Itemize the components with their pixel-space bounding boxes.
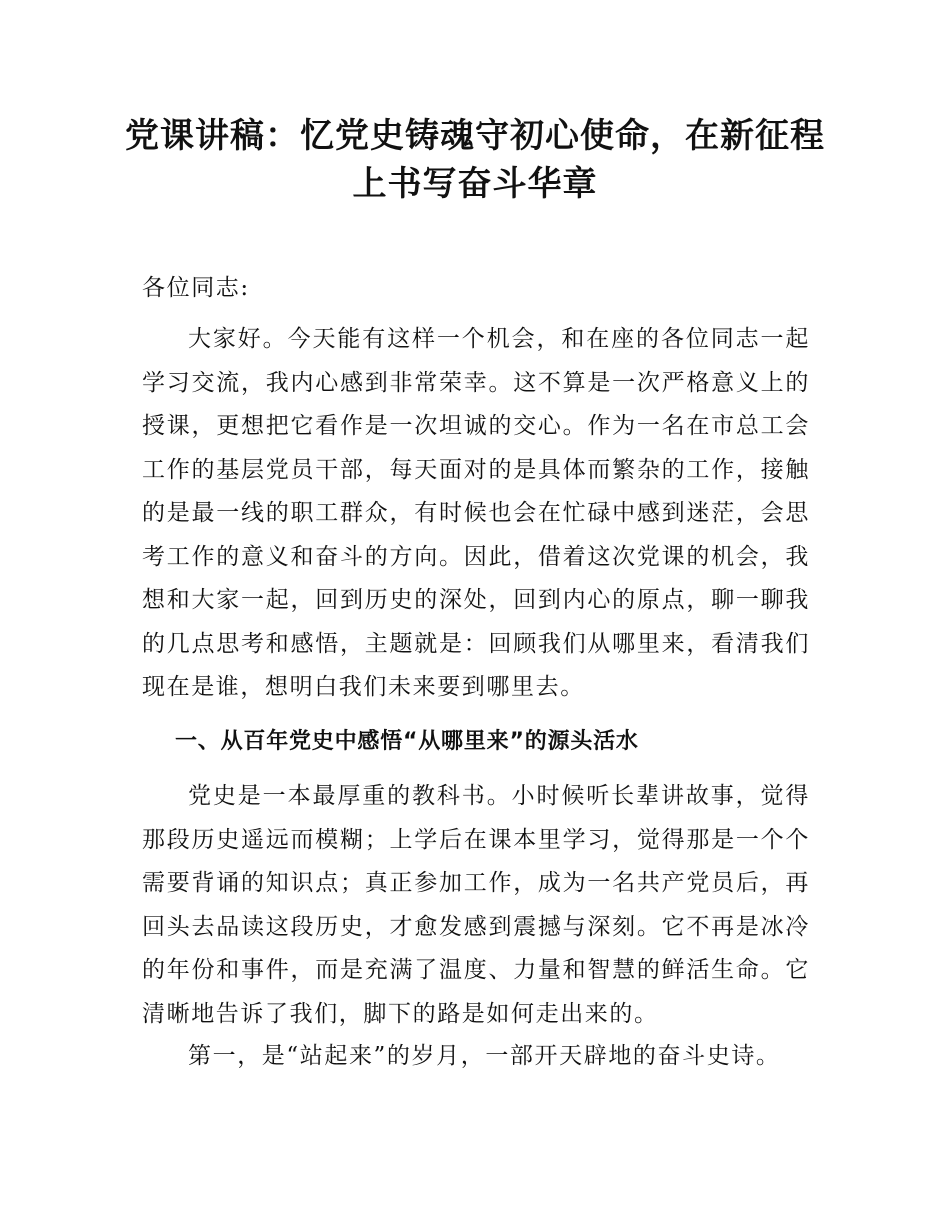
- document-title: 党课讲稿：忆党史铸魂守初心使命，在新征程上书写奋斗华章: [125, 116, 825, 204]
- paragraph-intro: 大家好。今天能有这样一个机会，和在座的各位同志一起学习交流，我内心感到非常荣幸。这不算是一次严格意义上的授课，更想把它看作是一次坦诚的交心。作为一名在市总工会工作的基层党员干部，每天面对的是具体而繁杂的工作，接触的是最一线的职工群众，有时候也会在忙碌中感到迷茫，会思考工作的意义和奋斗的方向。因此，借着这次党课的机会，我想和大家一起，回到历史的深处，回到内心的原点，聊一聊我的几点思考和感悟，主题就是：回顾我们从哪里来，看清我们现在是谁，想明白我们未来要到哪里去。: [142, 326, 810, 700]
- salutation: 各位同志:: [142, 275, 250, 301]
- paragraph-first-point: 第一，是“站起来”的岁月，一部开天辟地的奋斗史诗。: [188, 1043, 781, 1069]
- section-heading: 一、从百年党史中感悟“从哪里来”的源头活水: [175, 729, 639, 754]
- paragraph-party-history: 党史是一本最厚重的教科书。小时候听长辈讲故事，觉得那段历史遥远而模糊；上学后在课本里学习，觉得那是一个个需要背诵的知识点；真正参加工作，成为一名共产党员后，再回头去品读这段历史，才愈发感到震撼与深刻。它不再是冰冷的年份和事件，而是充满了温度、力量和智慧的鲜活生命。它清晰地告诉了我们，脚下的路是如何走出来的。: [142, 783, 810, 1027]
